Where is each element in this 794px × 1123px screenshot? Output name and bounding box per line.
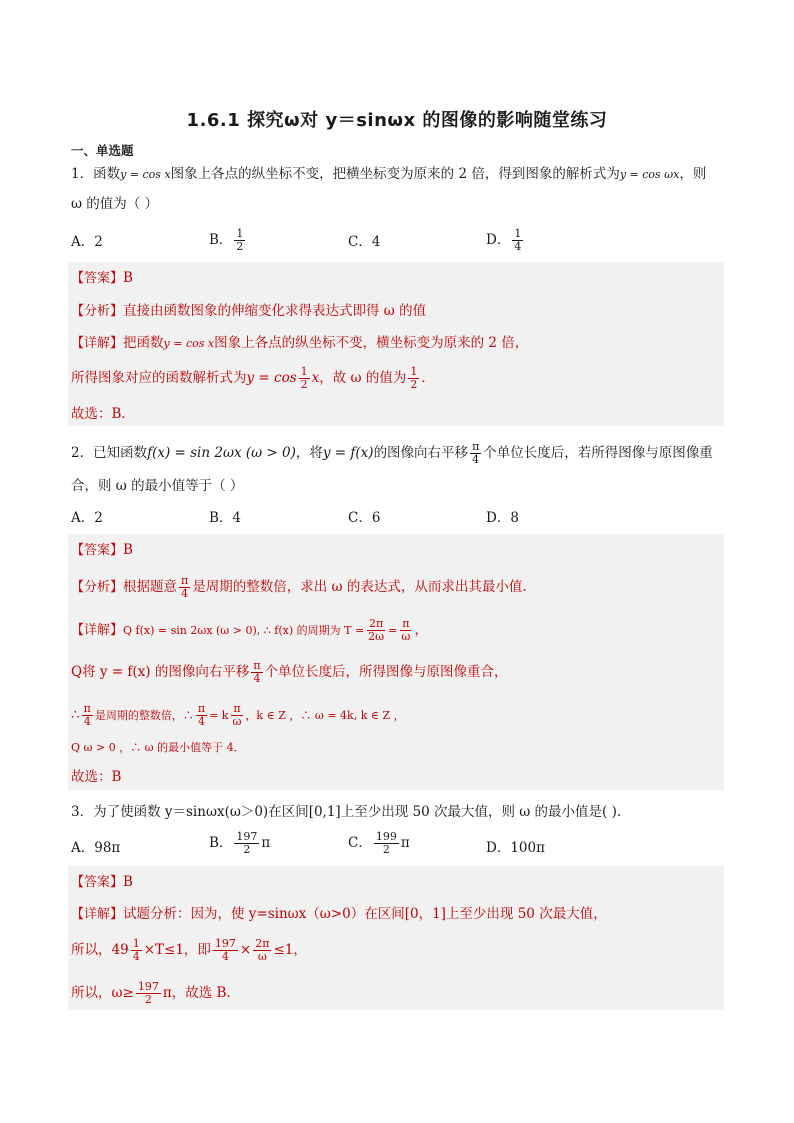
q1-option-d: D． $\frac{1}{4}$: [486, 227, 522, 253]
q1-detail-line2: 所得图象对应的函数解析式为y = cos $\frac{1}{2}$ x，故 ω 的值为 $\frac{1}{2}$ ．: [71, 365, 435, 391]
q2-stem-line1: 2．已知函数f(x) = sin 2ωx (ω > 0)，将y = f(x)的图像向右平移 $\frac{\pi}{4}$ 个单位长度后，若所得图像与原图像重: [71, 440, 713, 466]
q2-option-a: A．2: [71, 510, 103, 526]
q3-detail-line3: 所以，ω≥ $\frac{197}{2}$ π，故选 B．: [71, 980, 240, 1006]
q2-option-c: C．6: [348, 510, 381, 526]
q2-detail-line4: Q ω > 0 ，∴ ω 的最小值等于 4．: [71, 741, 245, 754]
q2-stem-line2: 合，则 ω 的最小值等于（ ）: [71, 478, 244, 494]
q3-option-d: D．100π: [486, 840, 545, 856]
q2-answer: 【答案】B: [71, 542, 133, 558]
q2-detail-line5: 故选：B: [71, 769, 122, 785]
q1-formula: y = cos ωx: [619, 168, 680, 181]
q2-analysis: 【分析】根据题意 $\frac{\pi}{4}$ 是周期的整数倍，求出 ω 的表达式，从而求出其最小值.: [71, 574, 527, 600]
q1-stem-line2: ω 的值为（ ）: [71, 196, 159, 212]
q1-stem-line1: [71, 165, 706, 184]
q1-text: ，则: [679, 166, 707, 182]
q2-option-d: D．8: [486, 510, 519, 526]
q3-detail-line2: 所以，49 $\frac{1}{4}$ ×T≤1，即 $\frac{197}{4}$ × $\frac{2\pi}{\omega}$ ≤1，: [71, 937, 307, 963]
section-heading: 一、单选题: [71, 143, 134, 158]
q3-stem: 3．为了使函数 y＝sinωx(ω＞0)在区间[0,1]上至少出现 50 次最大值，则 ω 的最小值是( ).: [71, 804, 622, 820]
q1-text: 1．函数: [71, 166, 121, 182]
q3-option-a: A．98π: [71, 840, 121, 856]
q1-answer: 【答案】B: [71, 270, 133, 286]
page-title: 1.6.1 探究ω对 y＝sinωx 的图像的影响随堂练习: [186, 110, 608, 131]
q1-text: 图象上各点的纵坐标不变，把横坐标变为原来的 2 倍，得到图象的解析式为: [170, 166, 620, 182]
q1-detail-line3: 故选：B．: [71, 406, 135, 422]
q1-analysis: 【分析】直接由函数图象的伸缩变化求得表达式即得 ω 的值: [71, 303, 427, 319]
q3-answer: 【答案】B: [71, 874, 133, 890]
q2-detail-line3: ∴ $\frac{\pi}{4}$ 是周期的整数倍，∴ $\frac{\pi}{4}$ = k $\frac{\pi}{\omega}$ ，k ∈ Z ，∴ ω = 4k, k ∈ Z ，: [71, 702, 405, 728]
q3-option-b: B． $\frac{197}{2}$ π: [209, 830, 271, 856]
q1-option-b: B． $\frac{1}{2}$: [209, 227, 244, 253]
q1-option-a: A．2: [71, 234, 103, 250]
q1-formula: y = cos x: [120, 168, 171, 181]
q2-option-b: B．4: [209, 510, 242, 526]
q2-detail-line1: 【详解】Q f(x) = sin 2ωx (ω > 0), ∴ f(x) 的周期为 T = $\frac{2\pi}{2\omega}$ = $\frac{\pi}{\omega}$ ，: [71, 617, 428, 643]
q1-option-c: C．4: [348, 234, 381, 250]
q2-detail-line2: Q将 y = f(x) 的图像向右平移 $\frac{\pi}{4}$ 个单位长度后，所得图像与原图像重合，: [71, 659, 508, 685]
q1-detail-line1: 【详解】把函数y = cos x图象上各点的纵坐标不变，横坐标变为原来的 2 倍，: [71, 335, 529, 351]
q3-option-c: C． $\frac{199}{2}$ π: [348, 830, 410, 856]
q3-detail-line1: 【详解】试题分析：因为，使 y=sinωx（ω>0）在区间[0，1]上至少出现 50 次最大值，: [71, 906, 607, 922]
